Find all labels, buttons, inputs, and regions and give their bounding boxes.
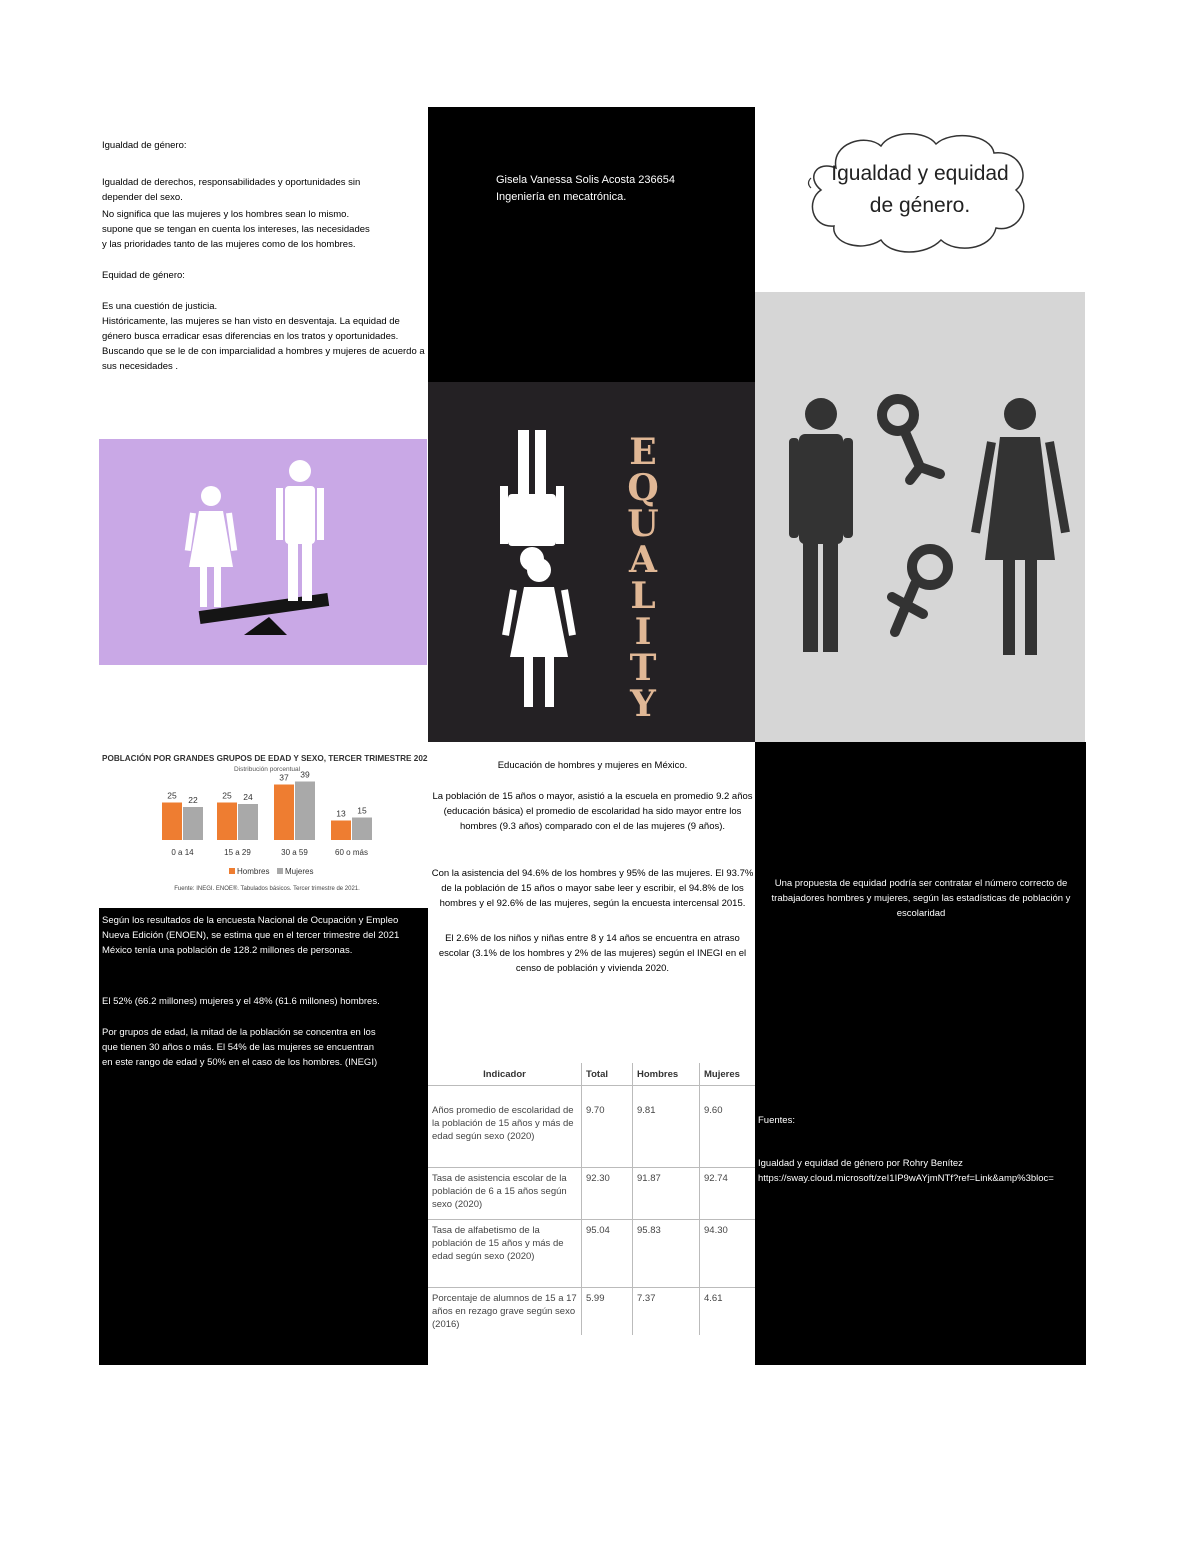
equidad-explanation: Históricamente, las mujeres se han visto en desventaja. La equidad de género busca erradicar esas diferencias en los tratos y oportunidades. Buscando que se le de con imparcialidad a hombres y mujeres de acuerdo a sus necesidades . (102, 316, 425, 372)
col-total: Total (582, 1063, 633, 1086)
table-cell: 91.87 (633, 1168, 700, 1220)
chart-source: Fuente: INEGI. ENOE®. Tabulados básicos. Tercer trimestre de 2021. (174, 886, 360, 892)
chart-data-label: 37 (279, 772, 289, 783)
equality-letter: Q (627, 467, 659, 509)
table-cell: 9.70 (582, 1086, 633, 1168)
proposal-panel (755, 742, 1086, 1365)
sources-label: Fuentes: (758, 1115, 795, 1126)
author-career: Ingeniería en mecatrónica. (496, 191, 627, 203)
heading-igualdad: Igualdad de género: (102, 140, 187, 151)
chart-data-label: 13 (336, 808, 346, 819)
equality-letter: E (629, 431, 657, 473)
chart-data-label: 22 (188, 795, 198, 805)
equality-illustration (428, 382, 755, 742)
author-name: Gisela Vanessa Solis Acosta 236654 (496, 174, 675, 186)
chart-data-label: 25 (167, 790, 177, 801)
chart-bar (295, 782, 315, 841)
col-mujeres: Mujeres (700, 1063, 756, 1086)
author-info (496, 172, 675, 206)
population-chart (99, 742, 428, 908)
equidad-justicia: Es una cuestión de justicia. (102, 301, 218, 312)
education-p1: La población de 15 años o mayor, asistió a la escuela en promedio 9.2 años (educación básica) el promedio de escolaridad ha sido mayor entre los hombres (9.3 años) comparado con el de las mujeres (9 años). (432, 791, 753, 832)
equality-letter: Y (630, 683, 656, 725)
table-cell: 5.99 (582, 1288, 633, 1336)
table-header-row (428, 1063, 755, 1086)
equality-letter: U (627, 503, 659, 545)
seesaw-illustration (99, 439, 427, 665)
table-row (428, 1086, 755, 1168)
chart-bar (238, 804, 258, 840)
table-cell: 9.81 (633, 1086, 700, 1168)
chart-data-label: 25 (222, 790, 232, 801)
chart-title: POBLACIÓN POR GRANDES GRUPOS DE EDAD Y SEXO, TERCER TRIMESTRE 2021 (102, 754, 428, 763)
population-text (102, 913, 424, 1086)
igualdad-definition: Igualdad de derechos, responsabilidades y oportunidades sin depender del sexo. (102, 177, 361, 203)
chart-bar (162, 803, 182, 841)
population-chart-svg (99, 742, 428, 908)
table-cell: Porcentaje de alumnos de 15 a 17 años en rezago grave según sexo (2016) (428, 1288, 582, 1336)
table-cell: 94.30 (700, 1220, 756, 1288)
legend-label: Mujeres (285, 867, 314, 876)
intro-text-block (102, 138, 427, 374)
indicators-table (428, 1063, 755, 1335)
legend-swatch (277, 868, 283, 874)
chart-bar (274, 785, 294, 841)
heading-equidad: Equidad de género: (102, 270, 185, 281)
gender-symbols-illustration (755, 292, 1085, 742)
author-panel (428, 107, 755, 382)
equality-letter: I (634, 611, 652, 653)
table-cell: Años promedio de escolaridad de la población de 15 años y más de edad según sexo (2020) (428, 1086, 582, 1168)
seesaw-image (99, 439, 427, 665)
table-cell: 95.04 (582, 1220, 633, 1288)
table-cell: Tasa de asistencia escolar de la población de 6 a 15 años según sexo (2020) (428, 1168, 582, 1220)
education-heading: Educación de hombres y mujeres en México. (497, 760, 688, 771)
col-hombres: Hombres (633, 1063, 700, 1086)
chart-category-label: 30 a 59 (281, 848, 308, 857)
equality-image (428, 382, 755, 742)
main-title-line2: de género. (869, 194, 971, 217)
chart-data-label: 24 (243, 792, 253, 802)
education-text (430, 758, 755, 996)
chart-category-label: 15 a 29 (224, 848, 251, 857)
chart-data-label: 39 (300, 769, 310, 780)
equality-letter: A (629, 539, 657, 581)
chart-bar (331, 821, 351, 841)
source-title: Igualdad y equidad de género por Rohry Benítez (758, 1158, 963, 1169)
equality-letter: L (630, 575, 656, 617)
chart-bar (183, 807, 203, 840)
education-p3: El 2.6% de los niños y niñas entre 8 y 14 años se encuentra en atraso escolar (3.1% de los hombres y 2% de las mujeres) según el INEGI en el censo de población y vivienda 2020. (438, 933, 747, 974)
population-total: Según los resultados de la encuesta Nacional de Ocupación y Empleo Nueva Edición (ENOEN), se estima que en el tercer trimestre del 2021 México tenía una población de 128.2 millones de personas. (102, 915, 400, 956)
table-cell: 9.60 (700, 1086, 756, 1168)
chart-category-label: 0 a 14 (171, 848, 194, 857)
legend-label: Hombres (237, 867, 270, 876)
main-title (810, 158, 1030, 222)
table-cell: 92.30 (582, 1168, 633, 1220)
education-p2: Con la asistencia del 94.6% de los hombres y 95% de las mujeres. El 93.7% de la población de 15 años o mayor sabe leer y escribir, el 94.8% de los hombres y el 92.6% de las mujeres, según la encuesta intercensal 2015. (431, 868, 754, 909)
equality-word (627, 431, 658, 725)
table-row (428, 1220, 755, 1288)
gender-symbols-image (755, 292, 1085, 742)
table-row (428, 1288, 755, 1336)
chart-category-label: 60 o más (335, 848, 368, 857)
table-cell: Tasa de alfabetismo de la población de 15 años y más de edad según sexo (2020) (428, 1220, 582, 1288)
population-sex-split: El 52% (66.2 millones) mujeres y el 48% (61.6 millones) hombres. (102, 996, 380, 1007)
table-cell: 4.61 (700, 1288, 756, 1336)
igualdad-explanation: No significa que las mujeres y los hombres sean lo mismo. supone que se tengan en cuenta los intereses, las necesidades y las prioridades tanto de las mujeres como de los hombres. (102, 209, 370, 250)
chart-bar (352, 818, 372, 841)
table-row (428, 1168, 755, 1220)
sources-block (758, 1113, 1088, 1186)
proposal-text: Una propuesta de equidad podría ser contratar el número correcto de trabajadores hombres y mujeres, según las estadísticas de población y escolaridad (771, 878, 1071, 919)
chart-subtitle: Distribución porcentual (233, 766, 301, 773)
table-cell: 7.37 (633, 1288, 700, 1336)
chart-data-label: 15 (357, 805, 367, 816)
chart-bar (217, 803, 237, 841)
source-link[interactable]: https://sway.cloud.microsoft/zeI1IP9wAYjmNTf?ref=Link&amp%3bloc= (758, 1173, 1054, 1184)
population-age-groups: Por grupos de edad, la mitad de la población se concentra en los que tienen 30 años o más. El 54% de las mujeres se encuentran en este rango de edad y 50% en el caso de los hombres. (INEGI) (102, 1027, 378, 1068)
table-cell: 95.83 (633, 1220, 700, 1288)
education-table (428, 1063, 755, 1353)
table-cell: 92.74 (700, 1168, 756, 1220)
equality-letter: T (629, 647, 657, 689)
legend-swatch (229, 868, 235, 874)
main-title-line1: Igualdad y equidad (831, 162, 1009, 185)
col-indicador: Indicador (483, 1068, 526, 1080)
